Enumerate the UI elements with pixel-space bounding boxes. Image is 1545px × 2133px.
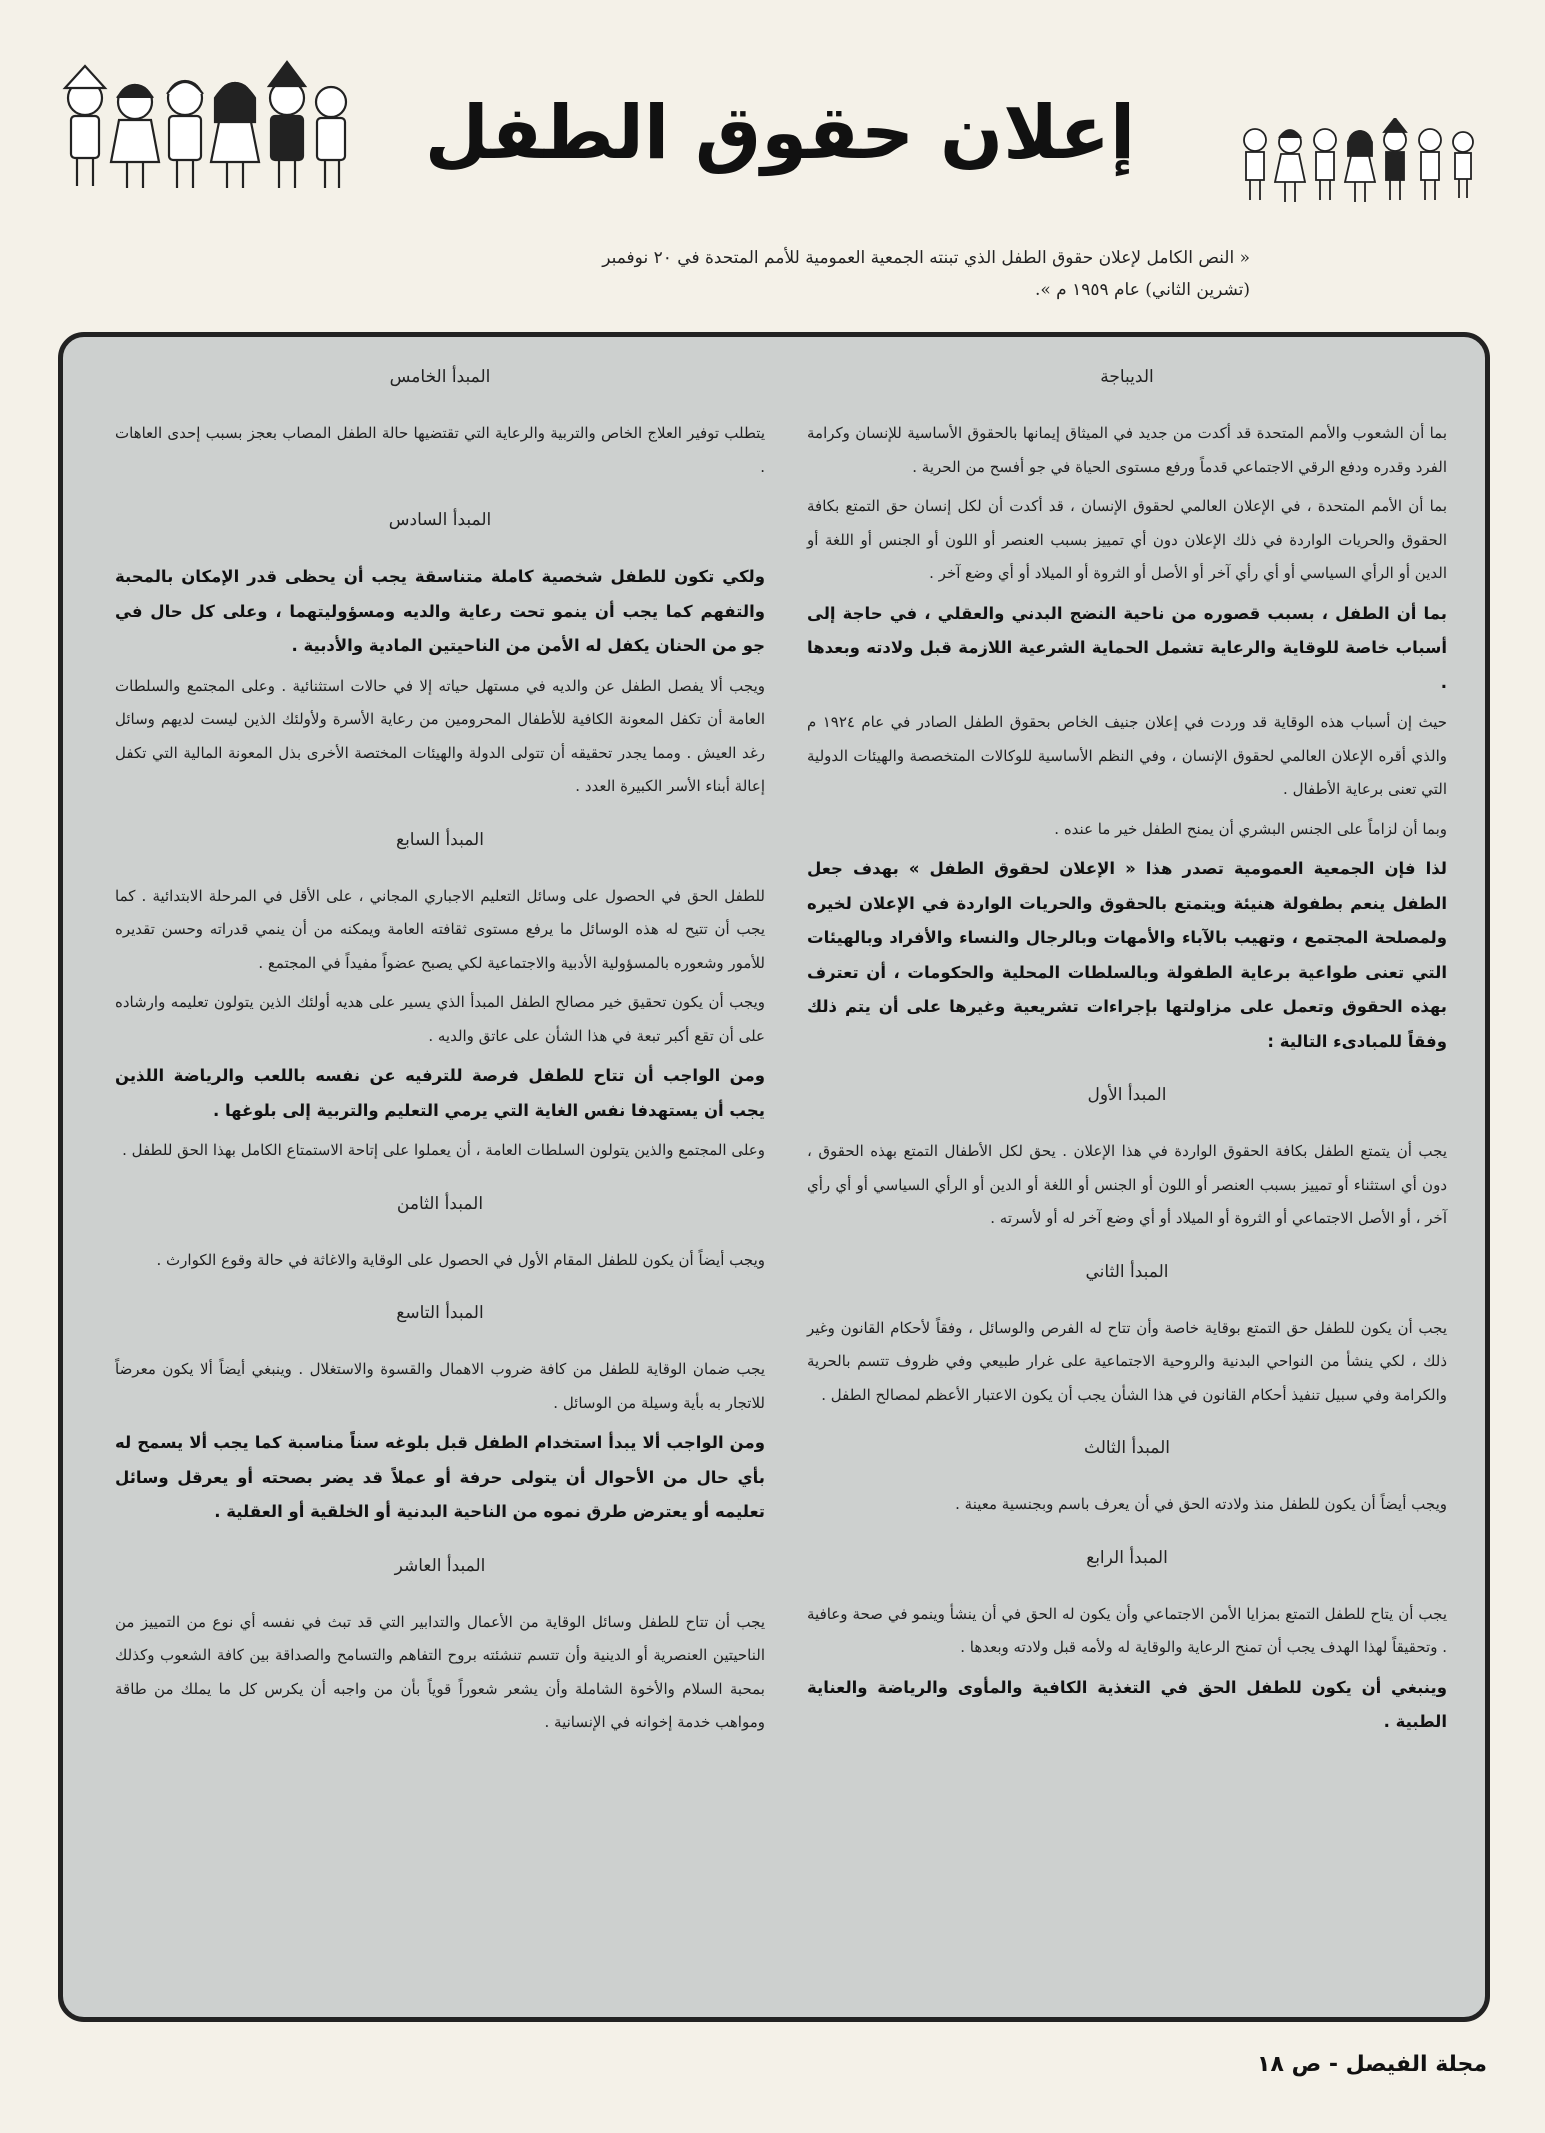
- principle-text: يجب أن تتاح للطفل وسائل الوقاية من الأعمال والتدابير التي قد تبث في نفسه أي نوع من التمييز من الناحيتين العنصرية أو الدينية وأن تتسم تنشئته بروح التفاهم والتسامح والصداقة بين كافة الشعوب وكذلك بمحبة السلام والأخوة الشاملة وأن يشعر شعوراً قوياً بأن من واجبه أن يكرس كل ما يملك من طاقة ومواهب خدمة إخوانه في الإنسانية .: [115, 1612, 765, 1731]
- page-header: [0, 0, 1545, 300]
- intro-note: [350, 242, 1250, 306]
- principle-text: ويجب أيضاً أن يكون للطفل منذ ولادته الحق في أن يعرف باسم وبجنسية معينة .: [955, 1495, 1447, 1513]
- principle-text: يجب أن يكون للطفل حق التمتع بوقاية خاصة وأن تتاح له الفرص والوسائل ، وفقاً لأحكام القانون وغير ذلك ، لكي ينشأ من النواحي البدنية والروحية الاجتماعية على غرار طبيعي وفي ظروف تتسم بالحرية والكرامة وفي سبيل تنفيذ أحكام القانون في هذا الشأن يجب أن يكون الاعتبار الأعظم لمصالح الطفل .: [807, 1318, 1447, 1404]
- children-illustration-left-icon: [55, 58, 355, 198]
- preamble-heading: الديباجة: [1100, 367, 1154, 387]
- principle-heading: المبدأ الثاني: [1085, 1261, 1169, 1282]
- principle-text: ولكي تكون للطفل شخصية كاملة متناسقة يجب أن يحظى قدر الإمكان بالمحبة والتفهم كما يجب أن ينمو تحت رعاية والديه ومسؤوليتهما ، وعلى كل حال في جو من الحنان يكفل له الأمن من الناحيتين المادية والأدبية .: [115, 567, 765, 655]
- principle-text: يتطلب توفير العلاج الخاص والتربية والرعاية التي تقتضيها حالة الطفل المصاب بعجز بسبب إحدى العاهات .: [115, 424, 765, 476]
- children-illustration-right-icon: [1235, 118, 1485, 208]
- principle-text: وعلى المجتمع والذين يتولون السلطات العامة ، أن يعملوا على إتاحة الاستمتاع الكامل بهذا الحق للطفل .: [122, 1141, 765, 1159]
- preamble-paragraph: وبما أن لزاماً على الجنس البشري أن يمنح الطفل خير ما عنده .: [1054, 819, 1447, 838]
- principle-text: ويجب أيضاً أن يكون للطفل المقام الأول في الحصول على الوقاية والاغاثة في حالة وقوع الكوارث .: [156, 1250, 765, 1269]
- principle-heading: المبدأ الثالث: [1084, 1438, 1170, 1458]
- principle-text: ويجب أن يكون تحقيق خير مصالح الطفل المبدأ الذي يسير على هديه أولئك الذين يتولون تعليمه وارشاده على أن تقع أكبر تبعة في هذا الشأن على عاتق والديه .: [115, 993, 765, 1045]
- principle-heading: المبدأ الأول: [1087, 1085, 1167, 1105]
- principle-heading: المبدأ السابع: [396, 829, 484, 850]
- principle-text: يجب أن يتمتع الطفل بكافة الحقوق الواردة في هذا الإعلان . يحق لكل الأطفال التمتع بهذه الحقوق ، دون أي استثناء أو تمييز بسبب العنصر أو اللون أو الجنس أو اللغة أو الدين أو الرأي السياسي أو أي رأي آخر ، أو الأصل الاجتماعي أو الثروة أو الميلاد أو أي وضع آخر له أو لأسرته .: [807, 1142, 1447, 1227]
- principle-heading: المبدأ العاشر: [394, 1555, 486, 1576]
- page-title: إعلان حقوق الطفل: [424, 90, 1136, 176]
- principle-text: للطفل الحق في الحصول على وسائل التعليم الاجباري المجاني ، على الأقل في المرحلة الابتدائية . كما يجب أن تتيح له هذه الوسائل ما يرفع مستوى ثقافته العامة ويمكنه من أن ينمي قدراته وحسن تقديره للأمور وشعوره بالمسؤولية الأدبية والاجتماعية لكي يصبح عضواً مفيداً في المجتمع .: [115, 886, 765, 972]
- preamble-paragraph: بما أن الشعوب والأمم المتحدة قد أكدت من جديد في الميثاق إيمانها بالحقوق الأساسية للإنسان وكرامة الفرد وقدره ودفع الرقي الاجتماعي قدماً ورفع مستوى الحياة في جو أفسح من الحرية .: [807, 424, 1447, 476]
- principle-text: ومن الواجب ألا يبدأ استخدام الطفل قبل بلوغه سناً مناسبة كما يجب ألا يسمح له بأي حال من الأحوال أن يتولى حرفة أو عملاً قد يضر بصحته أو يعرقل وسائل تعليمه أو يعترض طرق نموه من الناحية البدنية أو الخلقية أو العقلية .: [115, 1433, 765, 1521]
- principle-heading: المبدأ الرابع: [1086, 1547, 1168, 1568]
- right-column: [807, 359, 1447, 1746]
- preamble-paragraph: بما أن الطفل ، بسبب قصوره من ناحية النضج البدني والعقلي ، في حاجة إلى أسباب خاصة للوقاية والرعاية تشمل الحماية الشرعية اللازمة قبل ولادته وبعدها .: [807, 603, 1447, 692]
- principle-heading: المبدأ الثامن: [396, 1193, 484, 1214]
- principle-text: ومن الواجب أن تتاح للطفل فرصة للترفيه عن نفسه باللعب والرياضة اللذين يجب أن يستهدفا نفس الغاية التي يرمي التعليم والتربية إلى بلوغها .: [115, 1066, 765, 1120]
- declaration-box: [58, 332, 1490, 2022]
- principle-text: وينبغي أن يكون للطفل الحق في التغذية الكافية والمأوى والرياضة والعناية الطبية .: [807, 1677, 1447, 1731]
- page-footer: مجلة الفيصل - ص ١٨: [1257, 2052, 1487, 2077]
- intro-line-2: (تشرين الثاني) عام ١٩٥٩ م ».: [1034, 280, 1250, 300]
- preamble-paragraph: لذا فإن الجمعية العمومية تصدر هذا « الإعلان لحقوق الطفل » بهدف جعل الطفل ينعم بطفولة هنيئة ويتمتع بالحقوق والحريات الواردة في الإعلان لخيره ولمصلحة المجتمع ، وتهيب بالآباء والأمهات وبالرجال والنساء والأفراد وبالهيئات التي تعنى طواعية برعاية الطفولة وبالسلطات المحلية والحكومات ، أن تعترف بهذه الحقوق وتعمل على مزاولتها بإجراءات تشريعية وغيرها على أن يتم ذلك وفقاً للمبادىء التالية :: [807, 859, 1447, 1051]
- principle-heading: المبدأ السادس: [388, 510, 492, 530]
- intro-line-1: « النص الكامل لإعلان حقوق الطفل الذي تبنته الجمعية العمومية للأمم المتحدة في ٢٠ نوفمبر: [602, 248, 1250, 268]
- principle-text: ويجب ألا يفصل الطفل عن والديه في مستهل حياته إلا في حالات استثنائية . وعلى المجتمع والسلطات العامة أن تكفل المعونة الكافية للأطفال المحرومين من رعاية الأسرة ولأولئك الذين ليست لديهم وسائل رغد العيش . ومما يجدر تحقيقه أن تتولى الدولة والهيئات المختصة الأخرى بذل المعونة المالية التي تكفل إعالة أبناء الأسر الكبيرة العدد .: [115, 676, 765, 795]
- principle-text: يجب ضمان الوقاية للطفل من كافة ضروب الاهمال والقسوة والاستغلال . وينبغي أيضاً ألا يكون معرضاً للاتجار به بأية وسيلة من الوسائل .: [115, 1360, 765, 1412]
- preamble-paragraph: حيث إن أسباب هذه الوقاية قد وردت في إعلان جنيف الخاص بحقوق الطفل الصادر في عام ١٩٢٤ م والذي أقره الإعلان العالمي لحقوق الإنسان ، وفي النظم الأساسية للوكالات المتخصصة والهيئات الدولية التي تعنى برعاية الأطفال .: [807, 713, 1447, 798]
- left-column: [115, 359, 765, 1746]
- principle-heading: المبدأ التاسع: [396, 1303, 484, 1323]
- preamble-paragraph: بما أن الأمم المتحدة ، في الإعلان العالمي لحقوق الإنسان ، قد أكدت أن لكل إنسان حق التمتع بكافة الحقوق والحريات الواردة في ذلك الإعلان دون أي تمييز بسبب العنصر أو اللون أو الجنس أو اللغة أو الدين أو الرأي السياسي أو أي رأي آخر أو الأصل أو الثروة أو الميلاد أو أي وضع آخر .: [807, 497, 1447, 582]
- principle-text: يجب أن يتاح للطفل التمتع بمزايا الأمن الاجتماعي وأن يكون له الحق في أن ينشأ وينمو في صحة وعافية . وتحقيقاً لهذا الهدف يجب أن تمنح الرعاية والوقاية له ولأمه قبل ولادته وبعدها .: [807, 1604, 1447, 1656]
- principle-heading: المبدأ الخامس: [389, 367, 491, 387]
